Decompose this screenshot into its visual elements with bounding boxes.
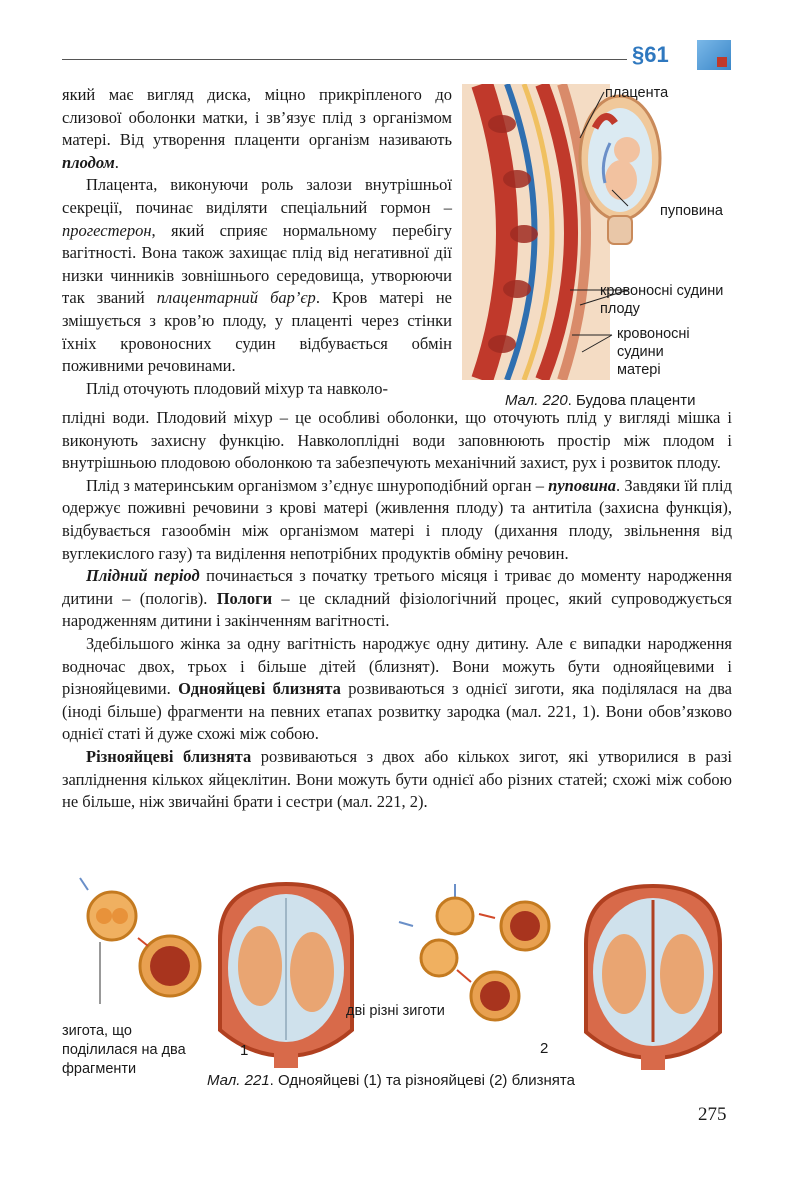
figure-221-caption: Мал. 221. Однояйцеві (1) та різнояйцеві (2) близнята xyxy=(207,1072,575,1089)
label-figure-1: 1 xyxy=(240,1042,249,1059)
figure-220-caption: Мал. 220. Будова плаценти xyxy=(505,392,696,409)
page-number: 275 xyxy=(698,1104,727,1125)
label-umbilical-cord: пуповина xyxy=(660,203,723,219)
paragraph-placenta-intro: який має вигляд диска, міцно прикріпленого до слизової оболонки матки, і зв’язує плід з організмом матері. Від утворення плаценти організм називають плодом. Плацента, виконуючи роль залози внутрішньої секреції, починає виділяти спеціальний гормон – прогестерон, який сприяє нормальному перебігу вагітності. Вона також захищає плід від негативної дії низки чинників зовнішнього середовища, утворюючи так званий плацентарний бар’єр. Кров матері не змішується з кров’ю плоду, у плаценті через стінки їхніх кровоносних судин відбувається обмін поживними речовинами. Плід оточують плодовий міхур та навколо- xyxy=(62,85,453,398)
label-fetal-vessels: кровоносні судини плоду xyxy=(600,283,724,317)
paragraph-main-text: плідні води. Плодовий міхур – це особливі оболонки, що оточують плід у вигляді мішка і виконують захисну функцію. Навколоплідні води заповнюють простір між плодом і внутрішньою плодовою оболонкою та забезпечують механічний захист, рух і розвиток плоду. Плід з материнським організмом з’єднує шнуроподібний орган – пуповина. Завдяки їй плід одержує поживні речовини з крові матері (живлення плоду) та антитіла (захисна функція), відбувається газообмін між організмом матері і плоду (дихання плоду, звільнення від вуглекислого газу) та виділення непотрібних продуктів обміну речовин. Плідний період починається з початку третього місяця і триває до моменту народження дитини – (пологів). Пологи – це складний фізіологічний процес, який супроводжується народженням дитини і закінченням вагітності. Здебільшого жінка за одну вагітність народжує одну дитину. Але є випадки народження водночас двох, трьох і більше дітей (близнят). Вони можуть бути однояйцевими і різнояйцевими. Однояйцеві близнята розвиваються з однієї зиготи, яка поділялася на два (іноді більше) фрагменти на певних етапах розвитку зародка (мал. 221, 1). Вони обов’язково однієї статі й дуже схожі між собою. Різнояйцеві близнята розвиваються з двох або кількох зигот, які утворилися в разі запліднення кількох яйцеклітин. Вони можуть бути однієї або різних статей; схожі між собою не більше, ніж звичайні брати і сестри (мал. 221, 2). xyxy=(62,408,733,812)
label-two-zygotes: дві різні зиготи xyxy=(346,1003,445,1019)
header-rule xyxy=(62,59,627,60)
label-placenta: плацента xyxy=(605,85,669,101)
section-number: §61 xyxy=(632,42,669,67)
section-marker xyxy=(697,40,731,70)
label-figure-2: 2 xyxy=(540,1040,549,1057)
label-maternal-vessels: кровоносні судини матері xyxy=(617,326,690,378)
identical-twins-zygote-illustration xyxy=(70,876,220,1006)
fraternal-twins-uterus-illustration xyxy=(578,882,728,1072)
label-zygote-divided: зигота, що поділилася на два фрагменти xyxy=(62,1023,186,1077)
identical-twins-uterus-illustration xyxy=(212,880,360,1070)
